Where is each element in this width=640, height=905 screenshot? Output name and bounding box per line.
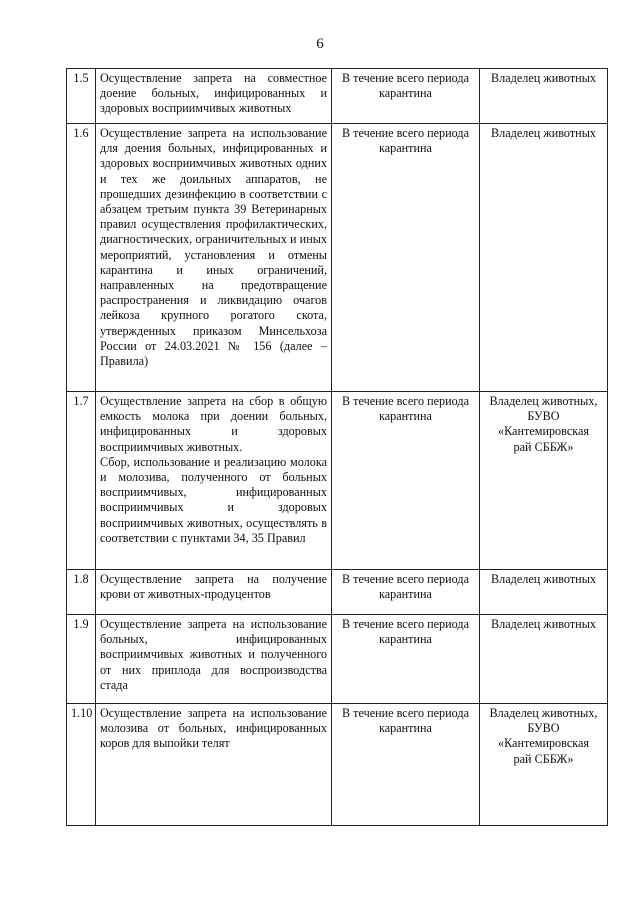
measure-responsible: [480, 570, 608, 615]
page-number: 6: [316, 36, 324, 52]
measure-term: В течение всего периода карантина: [332, 392, 480, 570]
measure-text: Осуществление запрета на использование молозива от больных, инфицированных коров для выпойки телят: [100, 706, 327, 751]
table-row: [67, 615, 608, 704]
row-number: 1.9: [67, 615, 96, 704]
measure-text: Осуществление запрета на получение крови от животных-продуцентов: [100, 572, 327, 602]
measure-description: [96, 570, 332, 615]
responsible-line: рай СББЖ»: [513, 751, 574, 766]
responsible-line: Владелец животных,: [489, 394, 598, 408]
table-row: [67, 392, 608, 570]
measure-term: В течение всего периода карантина: [332, 69, 480, 124]
table-row: [67, 570, 608, 615]
responsible-line: БУВО: [527, 721, 560, 736]
measure-responsible: [480, 124, 608, 392]
measure-text: Осуществление запрета на использование для доения больных, инфицированных и здоровых восприимчивых животных одних и тех же доильных аппаратов, не прошедших дезинфекцию в соответствии с абзацем третьим пункта 39 Ветеринарных правил осуществления профилактических, диагностических, ограничительных и иных мероприятий, установления и отмены карантина и иных ограничений, направленных на предотвращение распространения и ликвидацию очагов лейкоза крупного рогатого скота, утвержденных приказом Минсельхоза России от 24.03.2021 № 156 (далее – Правила): [100, 126, 327, 369]
measures-table: [66, 68, 608, 826]
responsible-line: Владелец животных,: [489, 706, 598, 720]
measure-description: [96, 392, 332, 570]
measure-term: В течение всего периода карантина: [332, 124, 480, 392]
measure-description: [96, 704, 332, 826]
measure-responsible: [480, 392, 608, 570]
measure-text: Осуществление запрета на сбор в общую емкость молока при доении больных, инфицированных и здоровых восприимчивых животных.: [100, 394, 327, 454]
responsible-line: рай СББЖ»: [513, 439, 574, 454]
measure-term: В течение всего периода карантина: [332, 615, 480, 704]
measure-text: Осуществление запрета на совместное доение больных, инфицированных и здоровых восприимчивых животных: [100, 71, 327, 116]
row-number: 1.8: [67, 570, 96, 615]
measure-text: Осуществление запрета на использование больных, инфицированных восприимчивых животных и полученного от них приплода для воспроизводства стада: [100, 617, 327, 692]
row-number: 1.7: [67, 392, 96, 570]
measure-description: [96, 124, 332, 392]
table-row: [67, 124, 608, 392]
responsible-line: БУВО: [527, 409, 560, 424]
table-row: [67, 704, 608, 826]
measure-responsible: [480, 69, 608, 124]
measure-responsible: [480, 615, 608, 704]
measure-responsible: [480, 704, 608, 826]
row-number: 1.6: [67, 124, 96, 392]
measure-description: [96, 615, 332, 704]
responsible-line: Владелец животных: [491, 71, 596, 85]
measure-description: [96, 69, 332, 124]
table-row: [67, 69, 608, 124]
responsible-line: Владелец животных: [491, 126, 596, 140]
row-number: 1.10: [67, 704, 96, 826]
responsible-line: «Кантемировская: [498, 424, 589, 439]
measure-term: В течение всего периода карантина: [332, 570, 480, 615]
measure-text: Сбор, использование и реализацию молока и молозива, полученного от больных восприимчивых, инфицированных восприимчивых и здоровых восприимчивых животных, осуществлять в соответствии с пунктами 34, 35 Правил: [100, 454, 327, 545]
row-number: 1.5: [67, 69, 96, 124]
responsible-line: Владелец животных: [491, 572, 596, 586]
responsible-line: «Кантемировская: [498, 736, 589, 751]
measure-term: В течение всего периода карантина: [332, 704, 480, 826]
responsible-line: Владелец животных: [491, 617, 596, 631]
